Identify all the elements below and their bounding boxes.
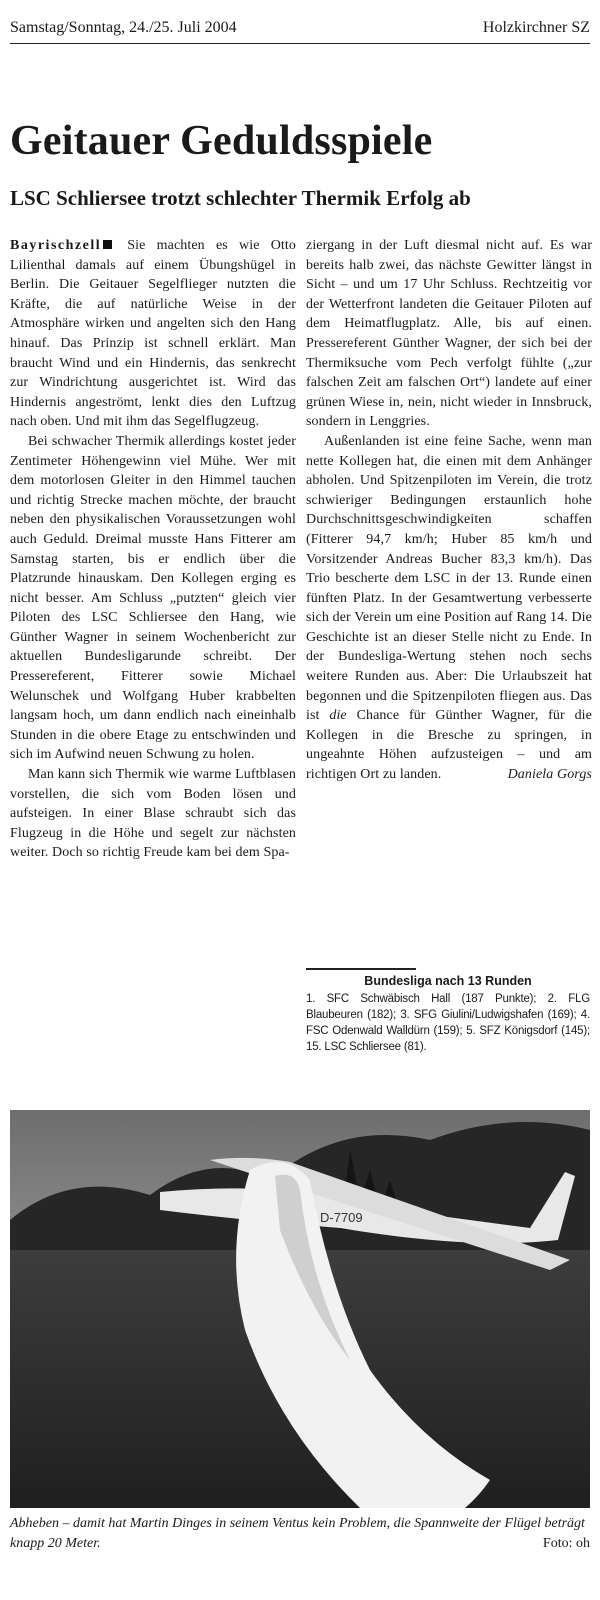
standings-box (306, 968, 590, 1055)
standings-text: 1. SFC Schwäbisch Hall (187 Punkte); 2. FLG Blaubeuren (182); 3. SFG Giulini/Ludwigshafen (169); 4. FSC Odenwald Walldürn (159); 5. SFZ Königsdorf (145); 15. LSC Schliersee (81). (306, 993, 590, 1053)
divider (306, 968, 416, 970)
glider-icon (10, 1110, 590, 1508)
article-paragraph (10, 236, 296, 432)
author-byline: Daniela Gorgs (507, 767, 592, 783)
emphasis-text: die (329, 708, 347, 724)
dateline: Bayrischzell (10, 238, 102, 253)
square-bullet-icon (103, 240, 112, 249)
issue-date: Samstag/Sonntag, 24./25. Juli 2004 (10, 19, 237, 36)
article-column-1 (10, 236, 296, 863)
photo-credit: Foto: oh (542, 1535, 590, 1551)
article-paragraph (306, 432, 592, 785)
article-paragraph: Bei schwacher Thermik allerdings kostet jeder Zentimeter Höhengewinn viel Mühe. Wer mit dem motorlosen Gleiter in den Himmel tauchen und richtig Strecke machen möchte, der braucht neben den physikalischen Voraussetzungen wohl auch Geduld. Dreimal musste Hans Fitterer am Samstag starten, bis er endlich über die Platzrunde hinauskam. Den Kollegen erging es nicht besser. Am Schluss „putzten“ gleich vier Piloten des LSC Schliersee den Hang, wie Günther Wagner in seinem Wochenbericht zur aktuellen Bundesligarunde schreibt. Der Pressereferent, Fitterer sowie Michael Welunschek und Wolfgang Huber krabbelten langsam hoch, um dann endlich nach eineinhalb Stunden in die obere Etage zu entschwinden und sich im Aufwind neuen Schwung zu holen. (10, 433, 296, 763)
glider-registration: D-7709 (320, 1210, 363, 1225)
photo-caption (10, 1514, 590, 1553)
standings-title: Bundesliga nach 13 Runden (364, 974, 532, 988)
paragraph-text: Chance für Günther Wagner, für die Kollegen in die Bresche zu springen, in ungeahnte Höhen aufzusteigen – und am richtigen Ort zu landen. (306, 708, 592, 783)
page-header (10, 6, 590, 44)
article-paragraph: Man kann sich Thermik wie warme Luftblasen vorstellen, die sich vom Boden lösen und aufsteigen. In einer Blase schraubt sich das Flugzeug in die Höhe und segelt zur nächsten weiter. Doch so richtig Freude kam bei dem Spa- (10, 767, 296, 861)
paragraph-text: Sie machten es wie Otto Lilienthal damals auf einem Übungshügel in Berlin. Die Geitauer Segelflieger nutzten die Kräfte, die auf natürliche Weise in der Atmosphäre wirken und angelten sich den Hang hinauf. Das Prinzip ist schnell erklärt. Man braucht Wind und ein Hindernis, das senkrecht zur Windrichtung ausgerichtet ist. Wird das Hindernis angeströmt, lenkt dies den Luftzug nach oben. Und mit ihm das Segelflugzeug. (10, 238, 296, 430)
newspaper-name: Holzkirchner SZ (482, 19, 590, 36)
article-column-2 (306, 236, 592, 785)
caption-text: Abheben – damit hat Martin Dinges in seinem Ventus kein Problem, die Spannweite der Flügel beträgt knapp 20 Meter. (10, 1516, 585, 1551)
paragraph-text: Außenlanden ist eine feine Sache, wenn man nette Kollegen hat, die einen mit dem Anhänger abholen. Und Spitzenpiloten im Verein, die trotz schwieriger Bedingungen erstaunlich hohe Durchschnittsgeschwindigkeiten schaffen (Fitterer 94,7 km/h; Huber 85 km/h und Vorsitzender Andreas Bucher 83,3 km/h). Das Trio bescherte dem LSC in der 13. Runde einen fünften Platz. In der Gesamtwertung verbesserte sich der Verein um eine Position auf Rang 14. Die Geschichte ist an dieser Stelle nicht zu Ende. In der Bundesliga-Wertung stehen noch sechs weitere Runden aus. Aber: Die Urlaubszeit hat begonnen und die Spitzenpiloten fliegen aus. Das ist (306, 433, 592, 724)
subheadline: LSC Schliersee trotzt schlechter Thermik Erfolg ab (10, 186, 471, 210)
headline: Geitauer Geduldsspiele (10, 118, 433, 164)
glider-photo (10, 1110, 590, 1508)
article-paragraph: ziergang in der Luft diesmal nicht auf. Es war bereits halb zwei, das nächste Gewitter längst in Sicht – und um 17 Uhr Schluss. Rechtzeitig vor der Wetterfront landeten die Geitauer Piloten auf dem Heimatflugplatz. Alle, bis auf einen. Pressereferent Günther Wagner, der sich bei der Thermiksuche vom Pech verfolgt fühlte („zur falschen Zeit am falschen Ort“) landete auf einer grünen Wiese in, nein, nicht wieder in Innsbruck, sondern in Lenggries. (306, 238, 592, 430)
